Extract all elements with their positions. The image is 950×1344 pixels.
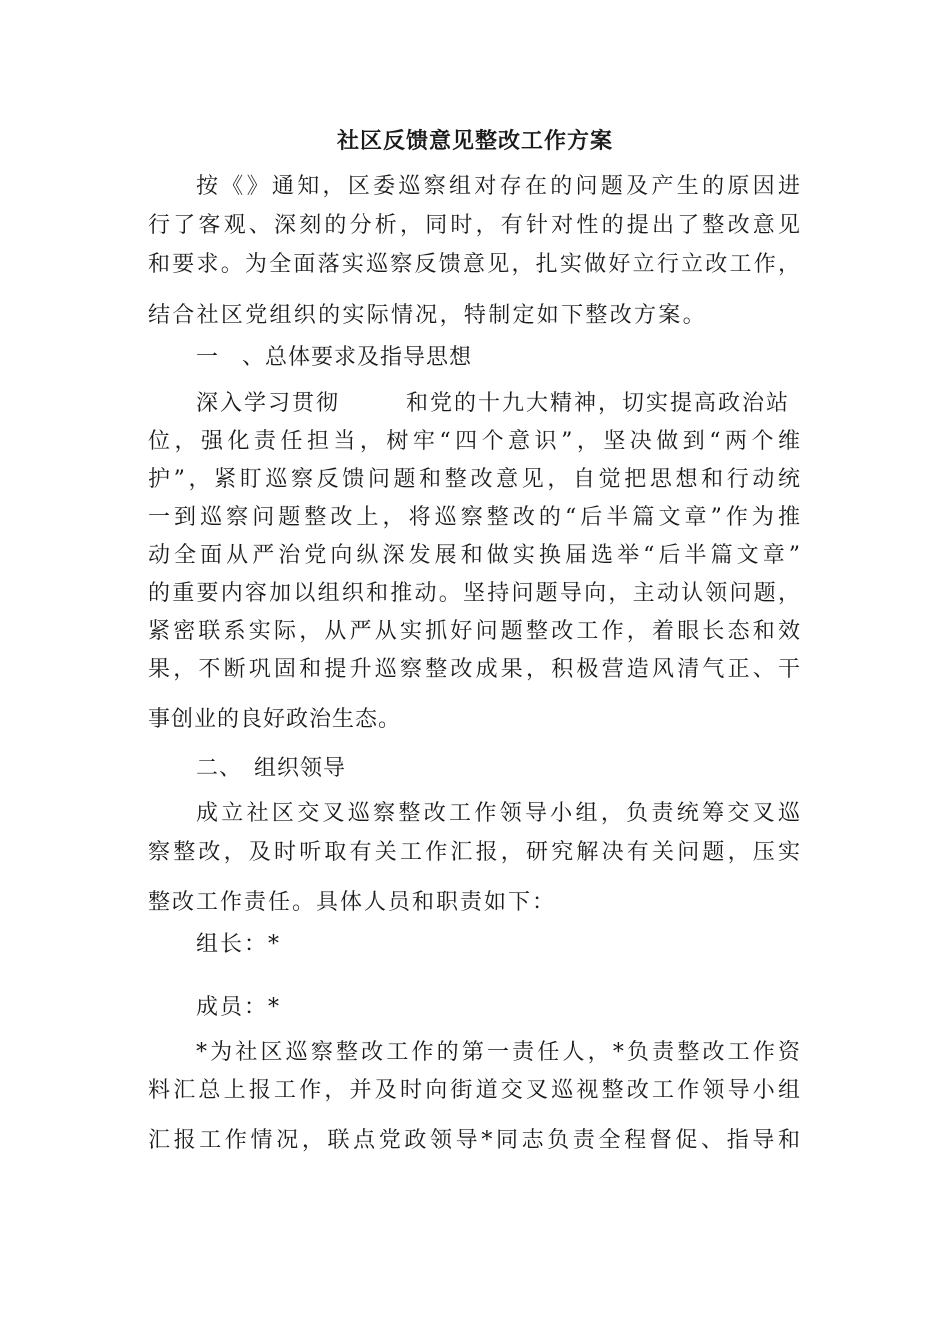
paragraph-line: 位，强化责任担当，树牢“四个意识”，坚决做到“两个维 [148, 429, 800, 454]
paragraph-line: 整改工作责任。具体人员和职责如下： [148, 890, 557, 915]
paragraph-line: 汇报工作情况，联点党政领导*同志负责全程督促、指导和 [148, 1128, 800, 1153]
members-line: 成员：* [196, 995, 282, 1020]
document-title: 社区反馈意见整改工作方案 [336, 128, 613, 154]
paragraph-line: 事创业的良好政治生态。 [148, 707, 402, 732]
leader-line: 组长：* [196, 932, 282, 957]
paragraph-text: 深入学习贯彻 [196, 391, 341, 416]
paragraph-line: 结合社区党组织的实际情况，特制定如下整改方案。 [148, 303, 707, 328]
paragraph-line: 动全面从严治党向纵深发展和做实换届选举“后半篇文章” [148, 543, 800, 568]
paragraph-line: 成立社区交叉巡察整改工作领导小组，负责统筹交叉巡 [196, 801, 800, 826]
section-heading: 一 、总体要求及指导思想 [196, 345, 473, 370]
paragraph-line: *为社区巡察整改工作的第一责任人，*负责整改工作资 [196, 1040, 800, 1065]
paragraph-text: 和党的十九大精神，切实提高政治站 [406, 391, 791, 416]
paragraph-line-start [196, 390, 790, 418]
paragraph-line: 果，不断巩固和提升巡察整改成果，积极营造风清气正、干 [148, 657, 800, 682]
paragraph-line: 察整改，及时听取有关工作汇报，研究解决有关问题，压实 [148, 840, 800, 865]
section-heading: 二、 组织领导 [196, 756, 347, 781]
paragraph-line: 料汇总上报工作，并及时向街道交叉巡视整改工作领导小组 [148, 1078, 800, 1103]
paragraph-line: 紧密联系实际，从严从实抓好问题整改工作，着眼长态和效 [148, 619, 800, 644]
paragraph-line: 按《》通知，区委巡察组对存在的问题及产生的原因进 [196, 174, 800, 199]
paragraph-line: 一到巡察问题整改上，将巡察整改的“后半篇文章”作为推 [148, 505, 800, 530]
paragraph-line: 行了客观、深刻的分析，同时，有针对性的提出了整改意见 [148, 213, 800, 238]
paragraph-line: 和要求。为全面落实巡察反馈意见，扎实做好立行立改工作， [148, 252, 800, 277]
paragraph-line: 护”，紧盯巡察反馈问题和整改意见，自觉把思想和行动统 [148, 467, 800, 492]
paragraph-line: 的重要内容加以组织和推动。坚持问题导向，主动认领问题， [148, 581, 800, 606]
